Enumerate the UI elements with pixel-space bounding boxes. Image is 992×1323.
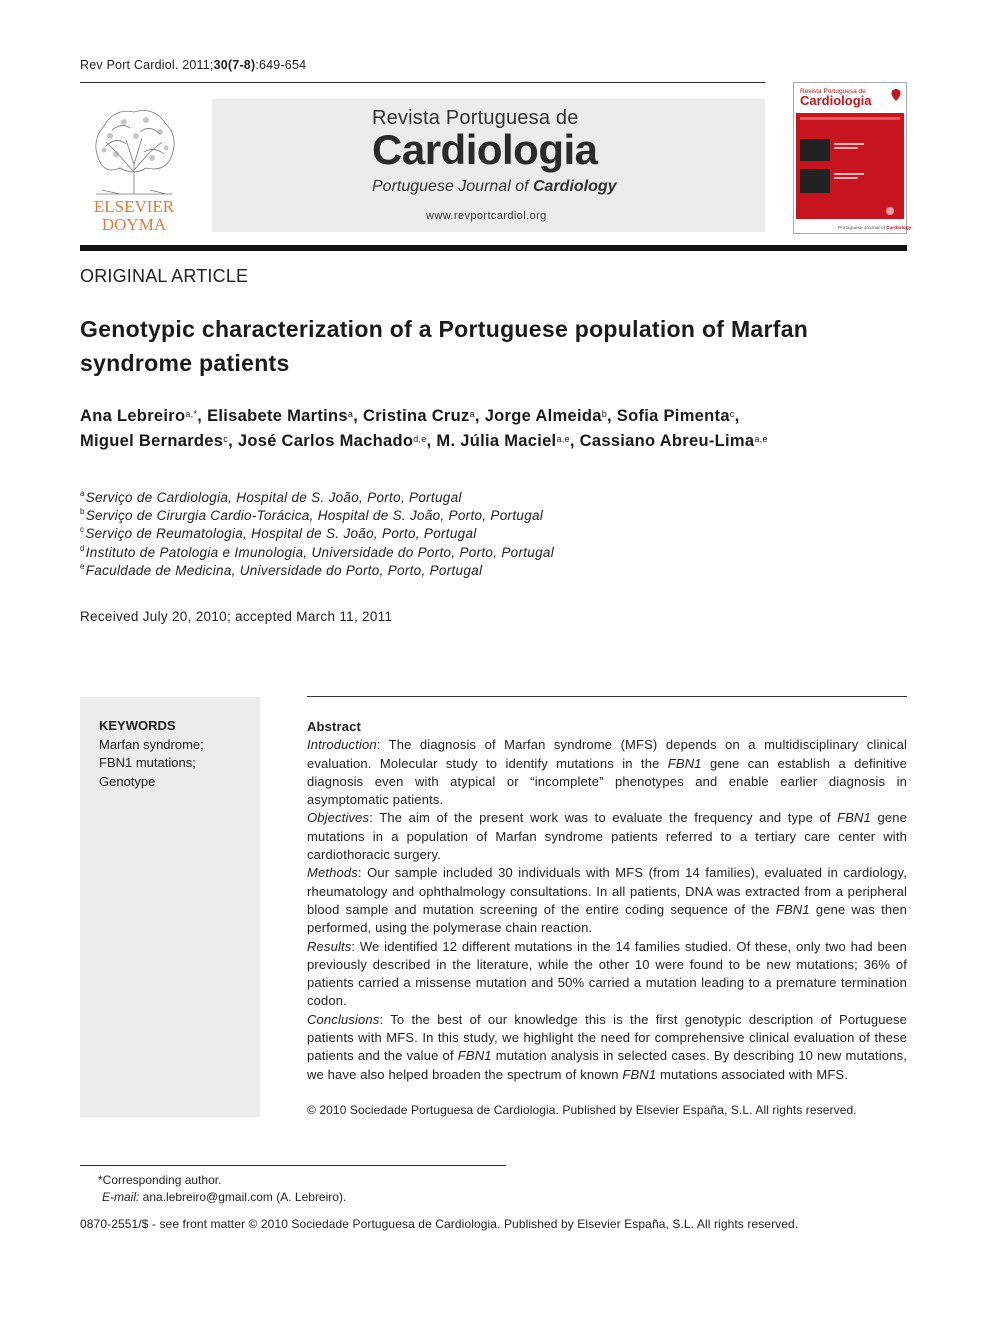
author-affiliation-marker: a,e xyxy=(556,434,570,444)
affiliation-e: $^e$Faculdade de Medicina, Universidade do Porto, Porto, Portugal xyxy=(80,562,483,578)
author-affiliation-marker: c xyxy=(729,409,735,419)
header-bottom-rule xyxy=(80,245,907,251)
author-affiliation-marker: d,e xyxy=(413,434,427,444)
author-name: M. Júlia Maciel xyxy=(436,432,557,450)
received-dates: Received July 20, 2010; accepted March 11, 2011 xyxy=(80,609,393,624)
author-affiliation-marker: a,e xyxy=(754,434,768,444)
article-title: Genotypic characterization of a Portuguese population of Marfan syndrome patients xyxy=(80,316,809,376)
section-label: ORIGINAL ARTICLE xyxy=(80,266,249,286)
issn-line: 0870-2551/$ - see front matter © 2010 Sociedade Portuguesa de Cardiologia. Published by Elsevier España, S.L. All rights reserved. xyxy=(80,1217,799,1231)
abstract-introduction: Introduction: The diagnosis of Marfan syndrome (MFS) depends on a multidisciplinary clinical evaluation. Molecular study to identify mutations in the FBN1 gene can establish a definitive diagnosis even with atypical or “incomplete” phenotypes and enable earlier diagnosis in asymptomatic patients. xyxy=(307,737,907,808)
abstract-objectives: Objectives: The aim of the present work was to evaluate the frequency and type of FBN1 gene mutations in a population of Marfan syndrome patients referred to a tertiary care center with cardiothoracic surgery. xyxy=(307,810,907,863)
affiliation-c: $^c$Serviço de Reumatologia, Hospital de S. João, Porto, Portugal xyxy=(80,525,477,541)
author-separator: , xyxy=(569,432,580,450)
abstract-conclusions: Conclusions: To the best of our knowledge this is the first genotypic description of Portuguese patients with MFS. In this study, we highlight the need for comprehensive clinical evaluation of these patients and the value of FBN1 mutation analysis in selected cases. By describing 10 new mutations, we have also helped broaden the spectrum of known FBN1 mutations associated with MFS. xyxy=(307,1011,907,1082)
svg-text:ELSEVIER: ELSEVIER xyxy=(93,197,175,216)
keyword-item: FBN1 mutations; xyxy=(99,755,196,770)
abstract-body xyxy=(307,718,907,1084)
author-name: Jorge Almeida xyxy=(484,407,602,425)
keyword-item: Genotype xyxy=(99,774,156,789)
affiliation-b: $^b$Serviço de Cirurgia Cardio-Torácica, Hospital de S. João, Porto, Portugal xyxy=(80,507,544,523)
svg-text:Portuguese Journal of Cardiolo: Portuguese Journal of Cardiology xyxy=(838,226,912,231)
author-name: José Carlos Machado xyxy=(237,432,414,450)
author-affiliation-marker: b xyxy=(601,409,607,419)
journal-name: Cardiologia xyxy=(372,126,598,173)
author-line-2 xyxy=(80,429,910,454)
author-name: Cassiano Abreu-Lima xyxy=(579,432,755,450)
elsevier-doyma-logo xyxy=(80,102,188,232)
author-separator: , xyxy=(228,432,238,450)
author-affiliation-marker: a,* xyxy=(185,409,198,419)
author-affiliation-marker: c xyxy=(223,434,229,444)
journal-url-link[interactable]: www.revportcardiol.org xyxy=(426,210,547,222)
author-separator: , xyxy=(607,407,617,425)
journal-name-line1: Revista Portuguesa de xyxy=(372,107,579,129)
author-affiliation-marker: a xyxy=(469,409,475,419)
keyword-item: Marfan syndrome; xyxy=(99,737,204,752)
abstract-copyright: © 2010 Sociedade Portuguesa de Cardiologia. Published by Elsevier España, S.L. All rights reserved. xyxy=(307,1103,857,1117)
footnote-rule xyxy=(80,1165,506,1166)
affiliation-d: $^d$Instituto de Patologia e Imunologia, Universidade do Porto, Porto, Portugal xyxy=(80,544,555,560)
author-name: Cristina Cruz xyxy=(363,407,470,425)
abstract-methods: Methods: Our sample included 30 individuals with MFS (from 14 families), evaluated in cardiology, rheumatology and ophthalmology consultations. In all patients, DNA was extracted from a peripheral blood sample and mutation screening of the entire coding sequence of the FBN1 gene was then performed, using the polymerase chain reaction. xyxy=(307,865,907,936)
corresponding-email: E-mail: ana.lebreiro@gmail.com (A. Lebreiro). xyxy=(102,1190,347,1204)
abstract-rule xyxy=(307,696,907,697)
author-separator: , xyxy=(734,407,740,425)
author-list xyxy=(80,404,910,454)
affiliation-a: $^a$Serviço de Cardiologia, Hospital de S. João, Porto, Portugal xyxy=(80,489,462,505)
author-separator: , xyxy=(197,407,208,425)
author-name: Elisabete Martins xyxy=(207,407,348,425)
svg-text:Cardiologia: Cardiologia xyxy=(800,93,872,108)
abstract-heading: Abstract xyxy=(307,719,361,734)
email-link[interactable]: ana.lebreiro@gmail.com (A. Lebreiro). xyxy=(139,1190,347,1204)
cover-image xyxy=(794,83,912,233)
abstract-results: Results: We identified 12 different mutations in the 14 families studied. Of these, only two had been previously described in the literature, while the other 10 were found to be new mutations; 36% of patients carried a missense mutation and 50% carried a mutation leading to a premature termination codon. xyxy=(307,938,907,1009)
header-top-rule xyxy=(80,82,765,83)
author-separator: , xyxy=(353,407,363,425)
author-line-1 xyxy=(80,404,910,429)
author-name: Miguel Bernardes xyxy=(80,432,224,450)
author-affiliation-marker: a xyxy=(347,409,354,419)
svg-text:DOYMA: DOYMA xyxy=(101,215,167,234)
svg-text:Revista Portuguesa de: Revista Portuguesa de xyxy=(800,88,866,95)
citation-line: Rev Port Cardiol. 2011;30(7-8):649-654 xyxy=(80,58,307,72)
corresponding-author-note: *Corresponding author. xyxy=(98,1173,222,1187)
journal-subtitle: Portuguese Journal of Cardiology xyxy=(372,178,617,195)
elsevier-tree-icon xyxy=(80,102,188,232)
author-name: Sofia Pimenta xyxy=(616,407,730,425)
journal-cover-thumbnail xyxy=(793,82,912,234)
author-separator: , xyxy=(474,407,485,425)
author-name: Ana Lebreiro xyxy=(80,407,186,425)
author-separator: , xyxy=(426,432,437,450)
keywords-heading: KEYWORDS xyxy=(99,718,176,733)
